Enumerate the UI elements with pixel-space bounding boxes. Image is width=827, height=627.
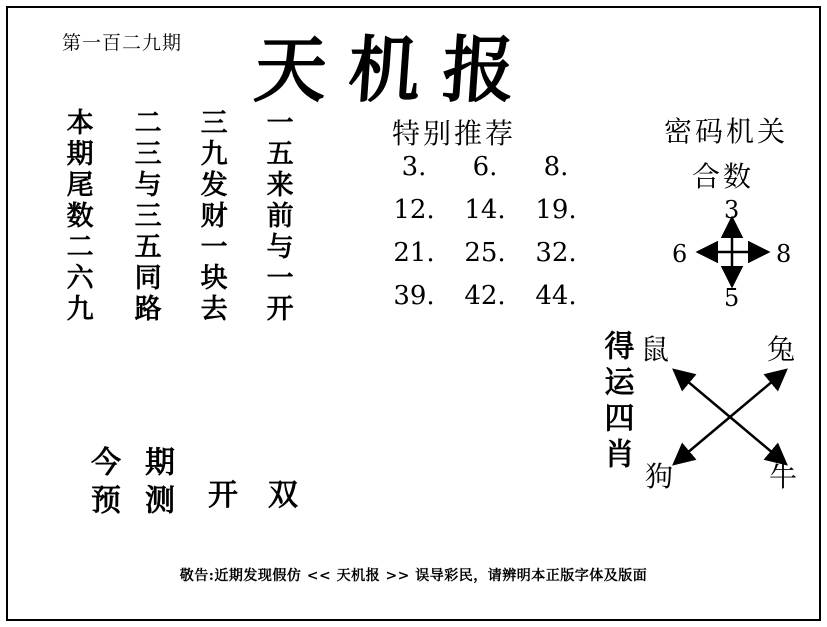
recommend-title: 特别推荐 — [392, 117, 517, 150]
table-row — [390, 195, 580, 225]
zodiac-bottom-left: 狗 — [645, 460, 674, 493]
forecast-column-left: 今预 — [85, 446, 120, 522]
table-row — [390, 238, 580, 268]
cipher-number-bottom: 5 — [724, 284, 740, 312]
cipher-cross-diagram — [660, 196, 800, 314]
footer-notice: 敬告:近期发现假仿 << 天机报 >> 误导彩民，请辨明本正版字体及版面 — [179, 568, 648, 584]
recommend-number: 21. — [393, 238, 435, 268]
recommend-number: 12. — [393, 195, 435, 225]
left-column-yiwu: 一五来前与一开 — [261, 108, 293, 325]
zodiac-label: 得运四肖 — [598, 330, 634, 474]
left-column-tail-numbers: 本期尾数二六九 — [61, 108, 93, 325]
recommend-number: 42. — [464, 281, 506, 311]
recommend-number: 8. — [543, 152, 569, 182]
recommend-number: 39. — [393, 281, 435, 311]
recommend-number: 14. — [464, 195, 506, 225]
recommend-number: 6. — [472, 152, 498, 182]
zodiac-top-left: 鼠 — [641, 333, 670, 366]
recommend-number-list — [390, 152, 580, 324]
left-column-sanjiu: 三九发财一块去 — [195, 108, 227, 325]
left-column-ersan: 二三与三五同路 — [129, 108, 161, 325]
recommend-number: 44. — [535, 281, 577, 311]
recommend-number: 3. — [401, 152, 427, 182]
zodiac-bottom-right: 牛 — [769, 460, 798, 493]
open-value: 双 — [268, 478, 298, 513]
recommend-number: 19. — [535, 195, 577, 225]
cipher-title: 密码机关 — [664, 115, 789, 148]
table-row — [390, 152, 580, 182]
recommend-number: 25. — [464, 238, 506, 268]
cipher-number-right: 8 — [776, 240, 792, 268]
open-label: 开 — [208, 478, 238, 513]
cipher-subtitle: 合数 — [692, 160, 755, 193]
cipher-number-top: 3 — [724, 196, 740, 224]
issue-number: 第一百二九期 — [62, 32, 183, 54]
recommend-number: 32. — [535, 238, 577, 268]
masthead-title: 天机报 — [251, 27, 540, 112]
cipher-number-left: 6 — [672, 240, 688, 268]
table-row — [390, 281, 580, 311]
forecast-column-right: 期测 — [139, 446, 174, 522]
zodiac-top-right: 兔 — [767, 333, 796, 366]
